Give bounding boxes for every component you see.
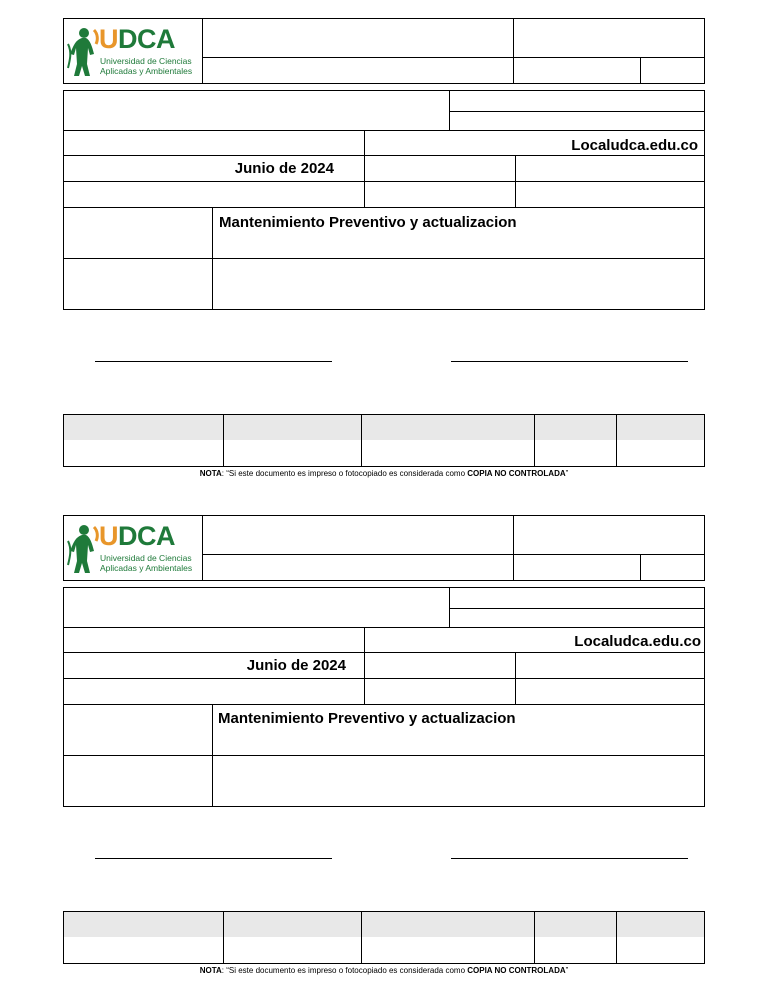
- info-table: [63, 90, 705, 310]
- signature-line-left: [95, 361, 332, 362]
- footer-note: NOTA: “Si este documento es impreso o fotocopiado es considerada como COPIA NO CONTROLADA”: [199, 966, 569, 975]
- udca-logo: [66, 22, 201, 80]
- date-value: Junio de 2024: [234, 160, 334, 177]
- logo-wordmark: DCA: [118, 521, 175, 551]
- logo-subtitle-line1: Universidad de Ciencias: [100, 56, 192, 66]
- footer-table: [63, 414, 705, 467]
- figure-emblem-icon: [66, 24, 100, 78]
- logo-subtitle-line2: Aplicadas y Ambientales: [100, 66, 193, 76]
- logo-wordmark: DCA: [118, 24, 175, 54]
- logo-subtitle-line2: Aplicadas y Ambientales: [100, 563, 193, 573]
- signature-line-right: [451, 858, 688, 859]
- udca-logo: [66, 519, 201, 577]
- maintenance-form-2: [0, 497, 768, 994]
- logo-subtitle-line1: Universidad de Ciencias: [100, 553, 192, 563]
- signature-line-left: [95, 858, 332, 859]
- signature-line-right: [451, 361, 688, 362]
- date-value: Junio de 2024: [246, 657, 346, 674]
- activity-value: Mantenimiento Preventivo y actualizacion: [218, 710, 516, 727]
- footer-note: NOTA: “Si este documento es impreso o fotocopiado es considerada como COPIA NO CONTROLADA”: [199, 469, 569, 478]
- activity-value: Mantenimiento Preventivo y actualizacion: [219, 214, 517, 231]
- info-table: [63, 587, 705, 807]
- footer-table: [63, 911, 705, 964]
- figure-emblem-icon: [66, 521, 100, 575]
- domain-value: Localudca.edu.co: [571, 137, 698, 154]
- logo-letter-u: U: [99, 521, 118, 551]
- domain-value: Localudca.edu.co: [574, 633, 701, 650]
- logo-letter-u: U: [99, 24, 118, 54]
